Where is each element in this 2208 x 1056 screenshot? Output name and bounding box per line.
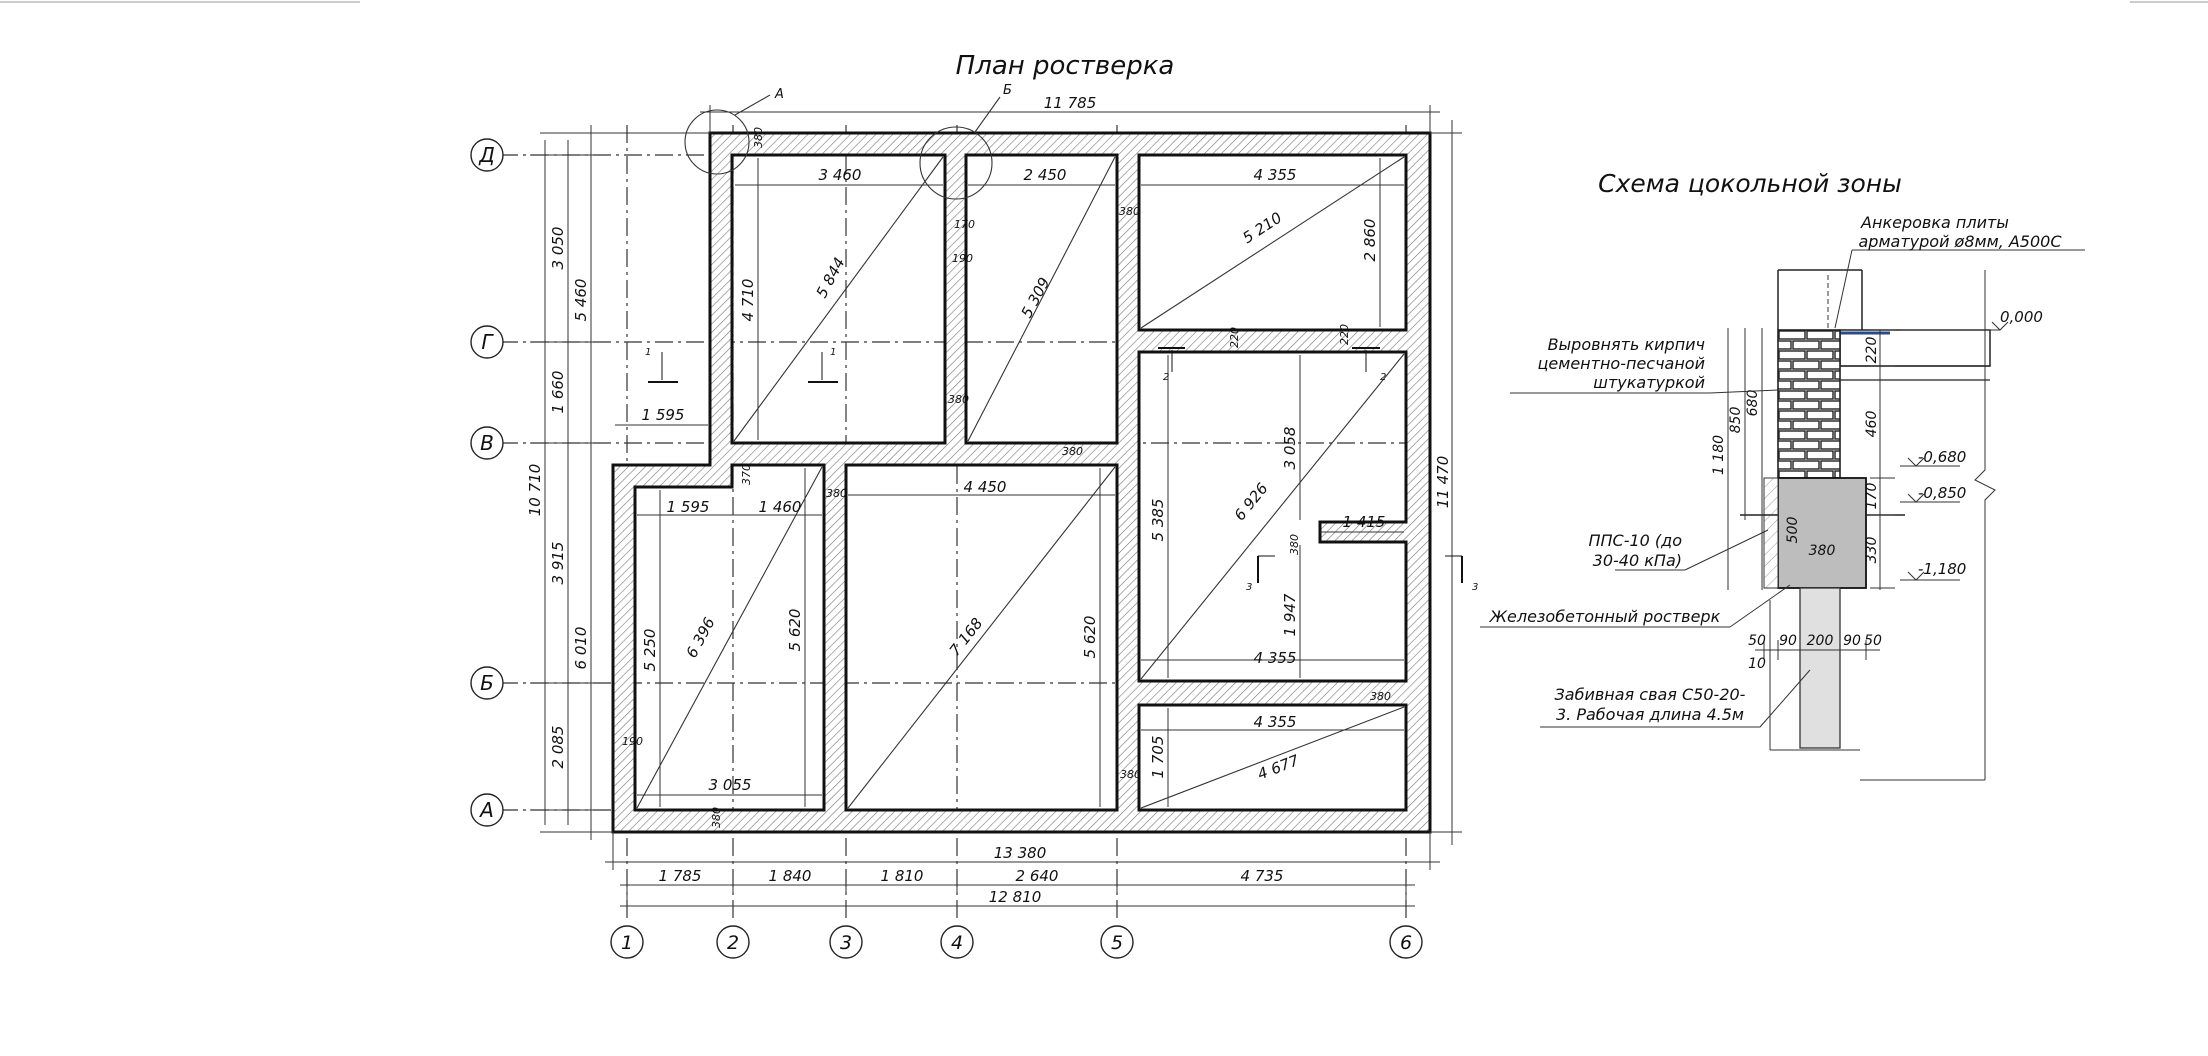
dim-left-3: 3 915: [549, 541, 567, 585]
dim-bottom-3: 1 810: [880, 867, 924, 885]
dim-bottom-total-1: 13 380: [993, 844, 1047, 862]
level-texts: [1918, 308, 2043, 578]
svg-text:5 309: 5 309: [1017, 274, 1054, 321]
svg-text:7 168: 7 168: [945, 614, 987, 660]
note-anchor-line1: Анкеровка плиты: [1861, 213, 2009, 232]
svg-text:460: 460: [1864, 410, 1880, 438]
axis-label-D: Д: [479, 143, 495, 167]
svg-text:5 210: 5 210: [1239, 208, 1286, 248]
axis-label-6: 6: [1399, 932, 1413, 954]
svg-text:220: 220: [1228, 327, 1241, 348]
svg-text:1 595: 1 595: [666, 498, 710, 516]
svg-text:3 460: 3 460: [818, 166, 862, 184]
dim-right-total: 11 470: [1434, 455, 1452, 509]
level-3: -1,180: [1918, 560, 1967, 578]
dim-left-1: 3 050: [549, 226, 567, 270]
callout-label-A: А: [775, 87, 784, 102]
axis-label-5: 5: [1110, 932, 1124, 954]
svg-text:4 355: 4 355: [1253, 649, 1297, 667]
axis-label-1: 1: [620, 932, 634, 954]
svg-text:2 450: 2 450: [1023, 166, 1067, 184]
dim-left-4: 2 085: [549, 725, 567, 769]
level-1: -0,680: [1918, 448, 1967, 466]
dim-overall-width: 11 785: [1043, 94, 1097, 112]
svg-text:220: 220: [1864, 336, 1880, 364]
svg-text:5 620: 5 620: [1081, 615, 1099, 659]
svg-text:680: 680: [1745, 389, 1761, 417]
axis-bubbles-letters: [471, 139, 503, 826]
callout-label-B: Б: [1003, 83, 1012, 98]
svg-text:380: 380: [1119, 205, 1140, 218]
section-title: Схема цокольной зоны: [1598, 169, 1902, 198]
svg-text:6 926: 6 926: [1230, 479, 1272, 525]
svg-text:330: 330: [1864, 536, 1880, 564]
note-pps-line1: ППС-10 (до: [1588, 531, 1682, 550]
svg-text:380: 380: [1062, 445, 1083, 458]
dim-left-bottom: 6 010: [572, 626, 590, 670]
svg-text:1 705: 1 705: [1149, 735, 1167, 779]
svg-text:3: 3: [1246, 582, 1253, 593]
svg-text:4 355: 4 355: [1253, 713, 1297, 731]
axis-label-A: А: [480, 798, 494, 822]
svg-text:190: 190: [622, 735, 643, 748]
dim-bottom-total-2: 12 810: [988, 888, 1042, 906]
level-2: -0,850: [1918, 484, 1967, 502]
svg-text:1 415: 1 415: [1342, 513, 1386, 531]
level-0: 0,000: [2000, 308, 2043, 326]
svg-text:90: 90: [1779, 633, 1797, 649]
svg-text:170: 170: [954, 218, 975, 231]
svg-text:1 947: 1 947: [1281, 593, 1299, 637]
svg-text:4 710: 4 710: [739, 278, 757, 322]
note-anchor-line2: арматурой ø8мм, А500С: [1858, 232, 2062, 251]
svg-text:850: 850: [1728, 406, 1744, 434]
axis-label-3: 3: [839, 932, 853, 954]
svg-text:2 860: 2 860: [1361, 218, 1379, 262]
axis-label-V: В: [480, 431, 494, 455]
section-mark-labels: [645, 347, 1478, 593]
note-pile-line1: Забивная свая С50-20-: [1554, 685, 1746, 704]
svg-text:10: 10: [1748, 656, 1766, 672]
axis-label-B: Б: [480, 671, 494, 695]
svg-text:5 844: 5 844: [812, 254, 849, 301]
svg-text:380: 380: [752, 127, 765, 148]
svg-text:380: 380: [710, 807, 723, 828]
svg-text:380: 380: [948, 393, 969, 406]
svg-text:4 355: 4 355: [1253, 166, 1297, 184]
axis-label-2: 2: [726, 932, 740, 954]
svg-text:5 385: 5 385: [1149, 498, 1167, 542]
section-notes: [1489, 213, 2063, 724]
dim-bottom-2: 1 840: [768, 867, 812, 885]
note-brick-line3: штукатуркой: [1593, 373, 1705, 392]
note-brick-line2: цементно-песчаной: [1537, 354, 1705, 373]
dim-left-top: 5 460: [572, 278, 590, 322]
plan-title: План ростверка: [955, 51, 1175, 81]
section-drawing: [1728, 270, 1995, 780]
svg-text:3: 3: [1472, 582, 1479, 593]
note-pps-line2: 30-40 кПа): [1592, 551, 1682, 570]
svg-text:170: 170: [1864, 482, 1880, 510]
svg-text:90: 90: [1843, 633, 1861, 649]
svg-text:1: 1: [645, 347, 652, 358]
svg-text:50: 50: [1748, 633, 1766, 649]
dim-380: 380: [1808, 543, 1836, 559]
svg-text:200: 200: [1806, 633, 1834, 649]
grillage-walls: [613, 133, 1430, 832]
dim-left-total: 10 710: [526, 463, 544, 517]
svg-text:370: 370: [740, 464, 753, 485]
svg-text:1: 1: [830, 347, 837, 358]
svg-text:380: 380: [1370, 690, 1391, 703]
svg-text:3 055: 3 055: [708, 776, 752, 794]
svg-text:1 180: 1 180: [1711, 434, 1727, 476]
svg-text:5 250: 5 250: [641, 628, 659, 672]
svg-text:4 677: 4 677: [1254, 751, 1302, 784]
svg-text:1 595: 1 595: [641, 406, 685, 424]
svg-text:3 058: 3 058: [1281, 426, 1299, 470]
svg-text:190: 190: [952, 252, 973, 265]
dim-bottom-1: 1 785: [658, 867, 702, 885]
svg-text:500: 500: [1785, 516, 1801, 544]
svg-text:2: 2: [1163, 372, 1170, 383]
svg-text:2: 2: [1380, 372, 1387, 383]
dim-left-2: 1 660: [549, 370, 567, 414]
axis-label-4: 4: [950, 932, 964, 954]
svg-text:5 620: 5 620: [786, 608, 804, 652]
note-pile-line2: 3. Рабочая длина 4.5м: [1556, 705, 1744, 724]
axis-label-G: Г: [481, 330, 493, 354]
note-grillage: Железобетонный ростверк: [1489, 607, 1721, 626]
svg-text:1 460: 1 460: [758, 498, 802, 516]
dim-bottom-4: 2 640: [1015, 867, 1059, 885]
svg-text:220: 220: [1338, 324, 1351, 345]
dim-bottom-5: 4 735: [1240, 867, 1284, 885]
svg-text:6 396: 6 396: [682, 614, 719, 661]
note-brick-line1: Выровнять кирпич: [1547, 335, 1705, 354]
axis-labels-letters: [478, 143, 495, 822]
svg-text:4 450: 4 450: [963, 478, 1007, 496]
svg-text:380: 380: [826, 487, 847, 500]
svg-text:380: 380: [1120, 768, 1141, 781]
svg-text:380: 380: [1288, 534, 1301, 555]
svg-text:50: 50: [1864, 633, 1882, 649]
